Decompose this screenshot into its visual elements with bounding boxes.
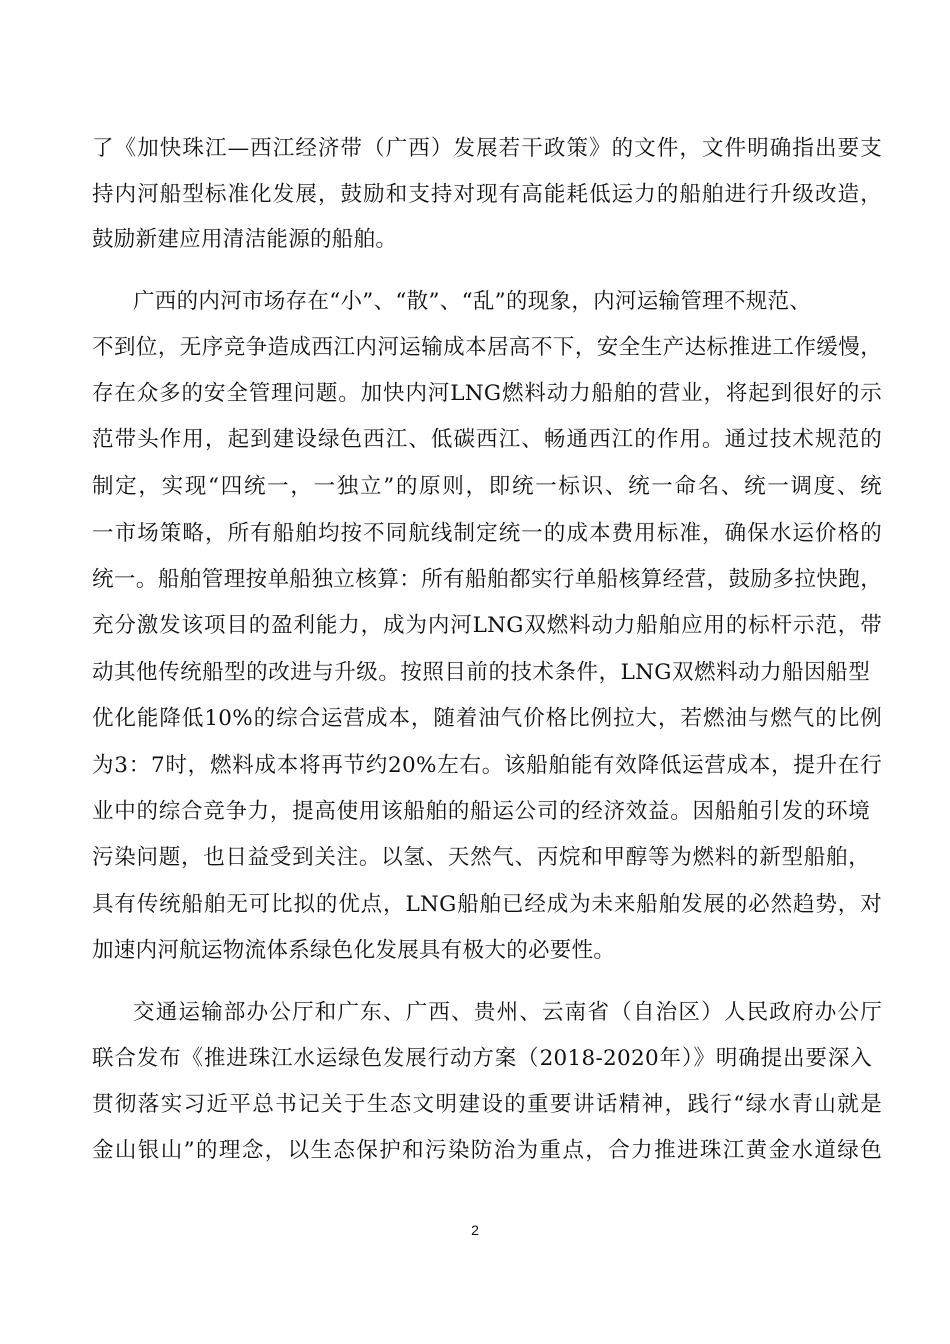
text-line: 一市场策略，所有船舶均按不同航线制定统一的成本费用标准，确保水运价格的: [92, 521, 882, 546]
text-line: 加速内河航运物流体系绿色化发展具有极大的必要性。: [92, 938, 616, 963]
text-line: 了《加快珠江—西江经济带（广西）发展若干政策》的文件，文件明确指出要支: [92, 136, 882, 161]
text-line: 动其他传统船型的改进与升级。按照目前的技术条件，LNG双燃料动力船因船型: [92, 660, 870, 685]
text-line: 交通运输部办公厅和广东、广西、贵州、云南省（自治区）人民政府办公厅: [133, 1000, 882, 1025]
text-line: 鼓励新建应用清洁能源的船舶。: [92, 227, 398, 252]
text-line: 贯彻落实习近平总书记关于生态文明建设的重要讲话精神，践行“绿水青山就是: [92, 1092, 882, 1117]
text-line: 不到位，无序竞争造成西江内河运输成本居高不下，安全生产达标推进工作缓慢，: [92, 335, 882, 360]
text-line: 充分激发该项目的盈利能力，成为内河LNG双燃料动力船舶应用的标杆示范，带: [92, 613, 882, 638]
text-line: 具有传统船舶无可比拟的优点，LNG船舶已经成为未来船舶发展的必然趋势，对: [92, 892, 882, 917]
text-line: 广西的内河市场存在“小”、“散”、“乱”的现象，内河运输管理不规范、: [133, 289, 812, 314]
text-line: 统一。船舶管理按单船独立核算：所有船舶都实行单船核算经营，鼓励多拉快跑，: [92, 567, 882, 592]
text-line: 业中的综合竞争力，提高使用该船舶的船运公司的经济效益。因船舶引发的环境: [92, 799, 870, 824]
text-line: 持内河船型标准化发展，鼓励和支持对现有高能耗低运力的船舶进行升级改造，: [92, 182, 882, 207]
text-line: 联合发布《推进珠江水运绿色发展行动方案（2018-2020年）》明确提出要深入: [92, 1046, 872, 1071]
page-number: 2: [471, 1222, 479, 1238]
text-line: 优化能降低10%的综合运营成本，随着油气价格比例拉大，若燃油与燃气的比例: [92, 706, 882, 731]
text-line: 为3：7时，燃料成本将再节约20%左右。该船舶能有效降低运营成本，提升在行: [92, 753, 882, 778]
text-line: 制定，实现“四统一，一独立”的原则，即统一标识、统一命名、统一调度、统: [92, 474, 882, 499]
text-line: 存在众多的安全管理问题。加快内河LNG燃料动力船舶的营业，将起到很好的示: [92, 381, 882, 406]
text-line: 金山银山”的理念，以生态保护和污染防治为重点，合力推进珠江黄金水道绿色: [92, 1138, 882, 1163]
text-line: 范带头作用，起到建设绿色西江、低碳西江、畅通西江的作用。通过技术规范的: [92, 427, 882, 452]
text-line: 污染问题，也日益受到关注。以氢、天然气、丙烷和甲醇等为燃料的新型船舶，: [92, 845, 870, 870]
